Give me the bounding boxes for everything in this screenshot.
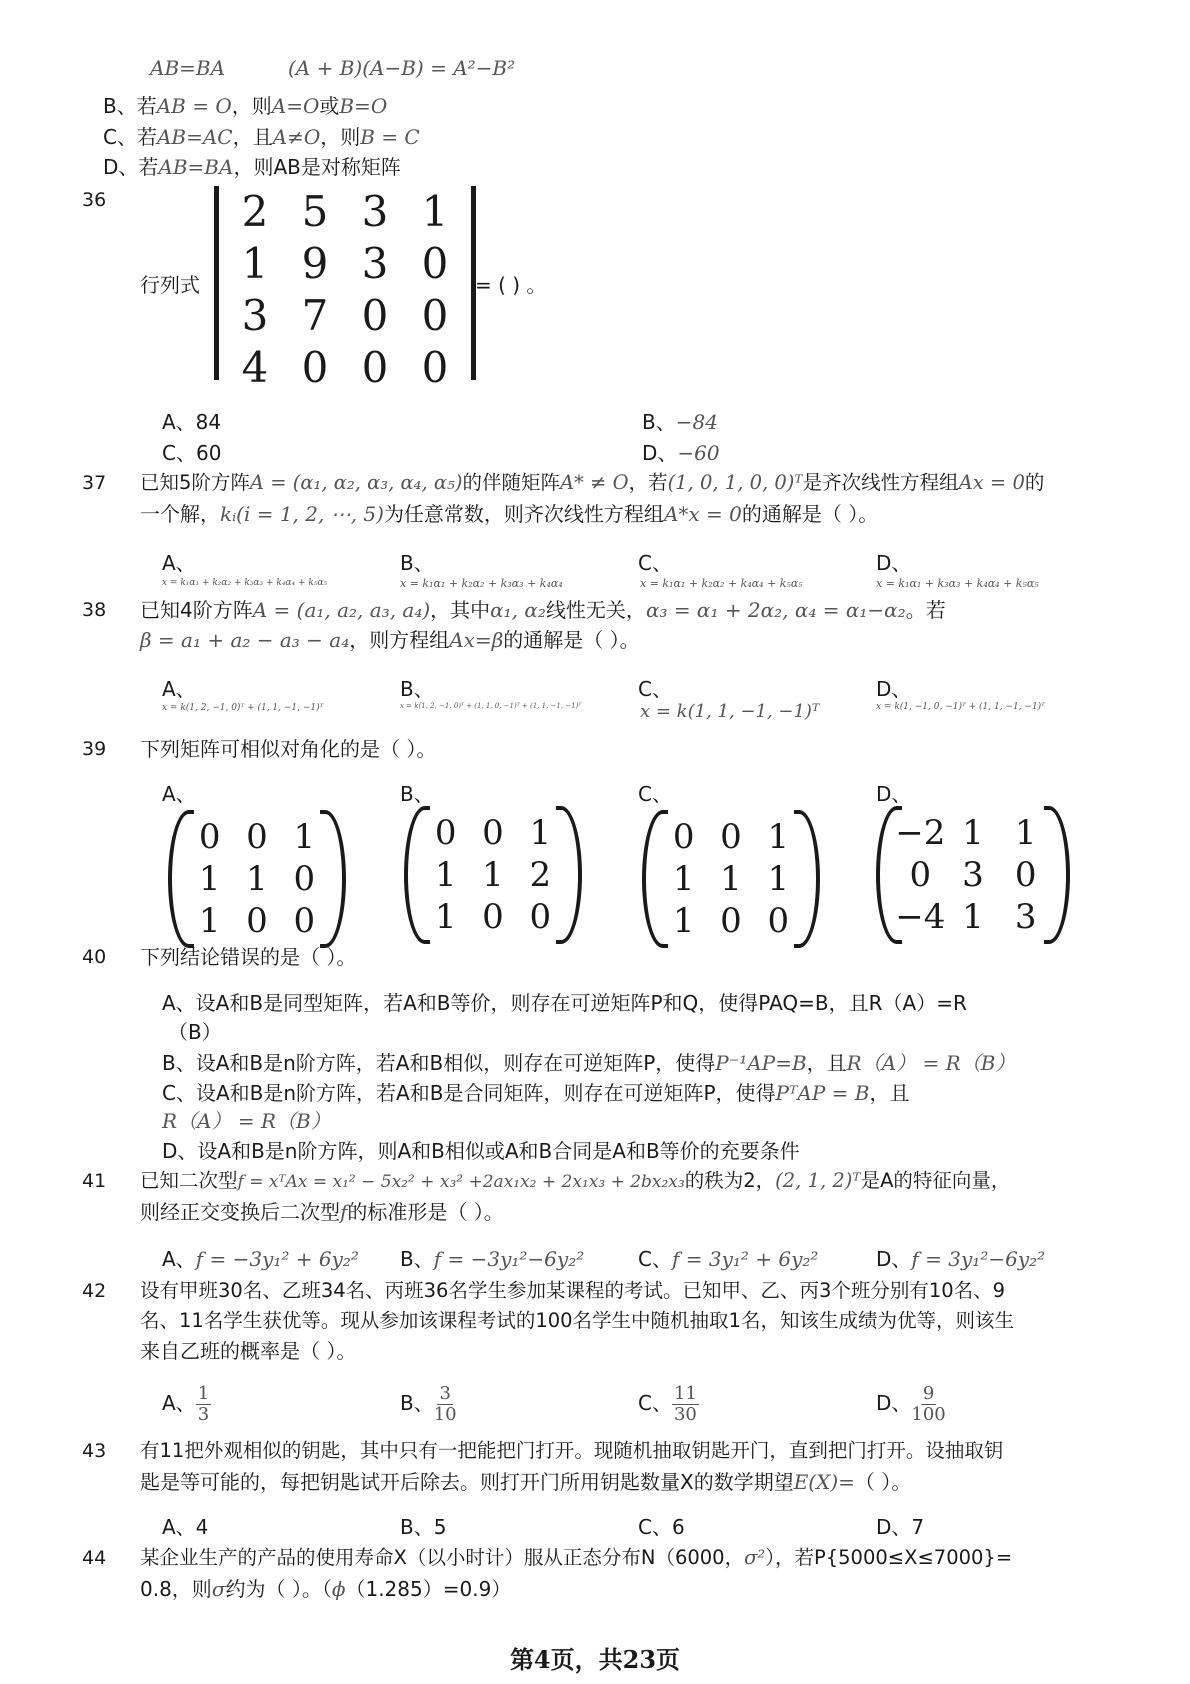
q37-math: kᵢ(i = 1, 2, ⋯, 5) [220, 502, 384, 526]
q35-c-math1: AB=AC [156, 125, 233, 149]
q36-determinant [214, 186, 476, 392]
q36-option-a: A、84 [162, 410, 222, 434]
q37-option-c: C、 [638, 551, 672, 575]
det-cell: 3 [241, 291, 269, 340]
q37-text: 的通解是（ ）。 [741, 502, 879, 526]
q37-text: ，若 [628, 471, 668, 494]
q38-option-b: B、 [400, 677, 434, 701]
matrix-cell: 1 [434, 897, 457, 937]
matrix-cell: 1 [482, 855, 504, 895]
top-fragment-left: AB=BA [150, 56, 226, 80]
q40-text: ，且 [869, 1081, 910, 1105]
q42-c-label: C、 [638, 1391, 672, 1415]
matrix-cell: 1 [1014, 813, 1037, 853]
det-cell: 7 [301, 291, 329, 340]
q37-option-d-math: x = k₁α₁ + k₃α₃ + k₄α₄ + k₅α₅ [876, 577, 1039, 590]
q38-stem-line1 [140, 597, 946, 623]
q37-number: 37 [82, 472, 107, 494]
q38-option-b-math: x = k(1, 2, −1, 0)ᵀ + (1, 1, 0, −1)ᵀ + (1, 1, −1, −1)ᵀ [400, 702, 582, 710]
q40-option-a: A、设A和B是同型矩阵，若A和B等价，则存在可逆矩阵P和Q，使得PAQ=B，且R（A）=R [162, 991, 967, 1015]
q43-number: 43 [82, 1440, 107, 1462]
q37-math: Ax = 0 [958, 471, 1025, 494]
q35-d-math: AB=BA [158, 155, 234, 179]
q38-math: Ax=β [449, 628, 504, 652]
denominator: 30 [673, 1404, 697, 1425]
q39-option-d: D、 [876, 782, 912, 806]
q38-option-c: C、 [638, 677, 672, 701]
det-cell: 4 [241, 343, 269, 392]
matrix-cell: 1 [529, 813, 552, 853]
q44-text: 某企业生产的产品的使用寿命X（以小时计）服从正态分布N（6000， [140, 1546, 745, 1569]
det-cell: 9 [301, 239, 329, 288]
q43-stem-line2 [140, 1469, 911, 1495]
numerator: 11 [673, 1383, 697, 1404]
q39-option-a: A、 [162, 782, 196, 806]
det-cell: 3 [361, 239, 389, 288]
q37-math: (1, 0, 1, 0, 0)ᵀ [667, 471, 803, 494]
q41-c-label: C、 [638, 1247, 672, 1271]
q44-math: ϕ [331, 1577, 346, 1601]
matrix-cell: 1 [672, 901, 695, 941]
matrix-cell: 0 [434, 813, 457, 853]
q37-text: 一个解， [140, 502, 220, 526]
q40-option-b [162, 1050, 1015, 1076]
q41-d-math: f = 3y₁²−6y₂² [911, 1247, 1046, 1271]
q38-option-d: D、 [876, 677, 912, 701]
matrix-cell: 1 [672, 859, 695, 899]
q40-number: 40 [82, 946, 107, 968]
q38-math: β = a₁ + a₂ − a₃ − a₄ [140, 628, 350, 652]
q40-option-a-cont: （B） [168, 1020, 222, 1044]
q37-text: 的 [1024, 471, 1045, 494]
q35-b-mid1: ，则 [231, 94, 272, 118]
q40-option-d: D、设A和B是n阶方阵，则A和B相似或A和B合同是A和B等价的充要条件 [162, 1139, 800, 1163]
matrix-cell: 0 [198, 817, 221, 857]
numerator: 3 [439, 1383, 451, 1404]
q35-c-mid1: ，且 [232, 125, 273, 149]
q38-math: α₃ = α₁ + 2α₂, α₄ = α₁−α₂ [645, 598, 906, 622]
q42-option-b [400, 1384, 457, 1425]
q36-b-label: B、 [642, 410, 676, 434]
q42-option-c [638, 1384, 699, 1425]
q41-option-a [162, 1246, 359, 1272]
det-cell: 0 [361, 343, 389, 392]
q37-option-b: B、 [400, 551, 434, 575]
matrix-cell: 0 [767, 901, 790, 941]
matrix-cell: 1 [434, 855, 457, 895]
q42-option-d [876, 1384, 946, 1425]
matrix-cell: 3 [962, 855, 984, 895]
numerator: 1 [197, 1383, 210, 1404]
q41-text: 的秩为2， [684, 1169, 776, 1192]
q44-number: 44 [82, 1547, 107, 1569]
q37-text: 是齐次线性方程组 [802, 471, 959, 494]
q43-option-a: A、4 [162, 1515, 209, 1539]
q44-text: ），若P{5000≤X≤7000}= [765, 1546, 1013, 1569]
matrix-cell: 2 [529, 855, 552, 895]
q36-option-b [642, 409, 718, 435]
q40-text: B、设A和B是n阶方阵，若A和B相似，则存在可逆矩阵P，使得 [162, 1051, 716, 1075]
q37-stem-line1 [140, 470, 1044, 496]
q42-b-label: B、 [400, 1391, 434, 1415]
q37-option-b-math: x = k₁α₁ + k₂α₂ + k₃α₃ + k₄α₄ [400, 577, 563, 590]
matrix-cell: 1 [767, 817, 790, 857]
q40-math: P⁻¹AP=B [715, 1051, 807, 1075]
q37-math: A = (α₁, α₂, α₃, α₄, α₅) [249, 471, 463, 494]
q41-text: 则经正交变换后二次型 [140, 1200, 340, 1224]
q40-option-c [162, 1080, 909, 1106]
det-cell: 0 [421, 239, 449, 288]
q38-number: 38 [82, 599, 107, 621]
q43-option-b: B、5 [400, 1515, 447, 1539]
q35-c-prefix: C、若 [103, 125, 157, 149]
q41-text: 是A的特征向量， [860, 1169, 1011, 1192]
q36-d-math: −60 [677, 441, 720, 465]
det-cell: 1 [421, 187, 449, 236]
q39-stem: 下列矩阵可相似对角化的是（ ）。 [140, 737, 437, 761]
q35-option-c [103, 124, 420, 150]
matrix-cell: 1 [198, 901, 221, 941]
q41-a-label: A、 [162, 1247, 196, 1271]
q35-c-math3: B = C [360, 125, 420, 149]
det-cell: 1 [241, 239, 269, 288]
q41-option-b [400, 1246, 584, 1272]
q43-text: 匙是等可能的，每把钥匙试开后除去。则打开门所用钥匙数量X的数学期望 [140, 1470, 794, 1494]
q37-option-d: D、 [876, 551, 912, 575]
q38-text: 的通解是（ ）。 [503, 628, 640, 652]
q39-matrix-a [168, 816, 346, 942]
q39-option-c: C、 [638, 782, 672, 806]
q38-text: 。若 [905, 598, 946, 622]
q41-stem-line2 [140, 1199, 504, 1225]
q35-d-suffix: ，则AB是对称矩阵 [233, 155, 401, 179]
q44-text: 0.8，则 [140, 1577, 212, 1601]
q40-text: ，且 [806, 1051, 847, 1075]
matrix-cell: 0 [529, 897, 552, 937]
det-cell: 0 [301, 343, 329, 392]
q43-math: E(X)= [793, 1470, 855, 1494]
q38-option-d-math: x = k(1, −1, 0, −1)ᵀ + (1, 1, −1, −1)ᵀ [876, 702, 1045, 712]
matrix-cell: −2 [895, 813, 946, 853]
q43-text: （ ）。 [854, 1470, 912, 1494]
q39-matrix-b [404, 812, 582, 938]
matrix-cell: 0 [672, 817, 695, 857]
det-cell: 2 [241, 187, 269, 236]
matrix-cell: 0 [720, 817, 742, 857]
q41-c-math: f = 3y₁² + 6y₂² [671, 1247, 819, 1271]
q36-number: 36 [82, 189, 107, 211]
denominator: 3 [197, 1404, 210, 1425]
q41-number: 41 [82, 1170, 107, 1192]
top-fragment-right: (A + B)(A−B) = A²−B² [288, 56, 516, 80]
q41-text: 的标准形是（ ）。 [347, 1200, 504, 1224]
q35-b-math3: B=O [339, 94, 388, 118]
matrix-cell: 3 [1014, 897, 1037, 937]
q39-matrix-c [642, 816, 820, 942]
q44-math: σ² [744, 1546, 766, 1569]
matrix-cell: 0 [482, 897, 504, 937]
matrix-cell: 1 [962, 897, 984, 937]
q37-option-a-math: x = k₁α₁ + k₂α₂ + k₃α₃ + k₄α₄ + k₅α₅ [162, 578, 328, 588]
q38-text: 线性无关， [545, 598, 646, 622]
denominator: 100 [911, 1404, 946, 1425]
matrix-cell: 0 [482, 813, 504, 853]
q36-b-math: −84 [675, 410, 718, 434]
q39-option-b: B、 [400, 782, 434, 806]
q35-b-math1: AB = O [156, 94, 232, 118]
q38-text: 已知4阶方阵 [140, 598, 253, 622]
det-cell: 0 [421, 291, 449, 340]
q35-c-math2: A≠O [272, 125, 321, 149]
q42-a-fraction [196, 1384, 211, 1425]
q42-stem-line1: 设有甲班30名、乙班34名、丙班36名学生参加某课程的考试。已知甲、乙、丙3个班分别有10名、9 [140, 1279, 1006, 1302]
q35-b-mid2: 或 [319, 94, 340, 118]
q40-text: C、设A和B是n阶方阵，若A和B是合同矩阵，则存在可逆矩阵P，使得 [162, 1081, 776, 1105]
q40-math: R（A） = R（B） [846, 1051, 1016, 1075]
matrix-cell: 1 [962, 813, 984, 853]
q42-d-label: D、 [876, 1391, 912, 1415]
q40-stem: 下列结论错误的是（ ）。 [140, 945, 357, 969]
q42-a-label: A、 [162, 1391, 196, 1415]
matrix-cell: −4 [895, 897, 946, 937]
q44-text: （1.285）=0.9） [345, 1577, 512, 1601]
q40-option-c-cont: R（A） = R（B） [162, 1109, 331, 1133]
matrix-cell: 0 [1014, 855, 1037, 895]
matrix-cell: 0 [246, 901, 268, 941]
q38-math: A = (a₁, a₂, a₃, a₄) [252, 598, 431, 622]
matrix-cell: 1 [293, 817, 316, 857]
q39-number: 39 [82, 738, 107, 760]
matrix-cell: 0 [293, 859, 316, 899]
q37-text: 的伴随矩阵 [462, 471, 560, 494]
q35-d-prefix: D、若 [103, 155, 159, 179]
q41-option-c [638, 1246, 818, 1272]
q40-math: PᵀAP = B [775, 1081, 870, 1105]
q37-math: A* ≠ O [560, 471, 629, 494]
q44-stem-line2 [140, 1576, 511, 1602]
q38-option-a: A、 [162, 677, 196, 701]
det-cell: 5 [301, 187, 329, 236]
q35-option-d [103, 154, 401, 180]
q36-option-d [642, 440, 720, 466]
q44-stem-line1 [140, 1545, 1012, 1571]
q35-b-math2: A=O [271, 94, 320, 118]
matrix-cell: 0 [293, 901, 316, 941]
q42-b-fraction [434, 1384, 457, 1425]
q39-matrix-d [876, 812, 1070, 938]
matrix-cell: 0 [909, 855, 932, 895]
q37-text: 已知5阶方阵 [140, 471, 250, 494]
q37-option-c-math: x = k₁α₁ + k₂α₂ + k₄α₄ + k₅α₅ [640, 577, 803, 590]
q42-stem-line2: 名、11名学生获优等。现从参加该课程考试的100名学生中随机抽取1名，知该生成绩为优等，则该生 [140, 1309, 1014, 1332]
q41-b-math: f = −3y₁²−6y₂² [433, 1247, 585, 1271]
page-footer: 第4页，共23页 [509, 1645, 681, 1674]
q41-math: (2, 1, 2)ᵀ [775, 1169, 861, 1192]
q41-math: f = xᵀAx = x₁² − 5x₂² + x₃² +2ax₁x₂ + 2x₁x₃ + 2bx₂x₃ [237, 1172, 685, 1192]
q35-c-mid2: ，则 [320, 125, 361, 149]
q41-b-label: B、 [400, 1247, 434, 1271]
q42-c-fraction [672, 1384, 699, 1425]
q37-option-a: A、 [162, 551, 196, 575]
q38-option-a-math: x = k(1, 2, −1, 0)ᵀ + (1, 1, −1, −1)ᵀ [162, 703, 324, 713]
q37-text: 为任意常数，则齐次线性方程组 [383, 502, 664, 526]
q38-text: ，其中 [430, 598, 491, 622]
q44-math: σ [211, 1577, 226, 1601]
matrix-cell: 0 [720, 901, 742, 941]
matrix-cell: 1 [767, 859, 790, 899]
q36-after: = ( ) 。 [475, 273, 547, 297]
numerator: 9 [922, 1383, 935, 1404]
q38-stem-line2 [140, 627, 640, 653]
q36-d-label: D、 [642, 441, 678, 465]
matrix-cell: 1 [246, 859, 268, 899]
q41-option-d [876, 1246, 1045, 1272]
matrix-cell: 0 [246, 817, 268, 857]
q41-text: 已知二次型 [140, 1169, 238, 1192]
det-cell: 3 [361, 187, 389, 236]
q41-a-math: f = −3y₁² + 6y₂² [195, 1247, 359, 1271]
q36-label: 行列式 [140, 273, 200, 297]
q43-option-c: C、6 [638, 1515, 685, 1539]
q43-option-d: D、7 [876, 1515, 925, 1539]
q42-option-a [162, 1384, 211, 1425]
matrix-cell: 1 [198, 859, 221, 899]
q44-text: 约为（ ）。（ [225, 1577, 332, 1601]
det-cell: 0 [421, 343, 449, 392]
q41-math: f [340, 1200, 348, 1224]
q38-text: ，则方程组 [349, 628, 450, 652]
q42-stem-line3: 来自乙班的概率是（ ）。 [140, 1339, 357, 1363]
q36-option-c: C、60 [162, 441, 222, 465]
q38-option-c-math: x = k(1, 1, −1, −1)ᵀ [640, 701, 820, 722]
det-cell: 0 [361, 291, 389, 340]
q41-d-label: D、 [876, 1247, 912, 1271]
q43-stem-line1: 有11把外观相似的钥匙，其中只有一把能把门打开。现随机抽取钥匙开门，直到把门打开。设抽取钥 [140, 1439, 1004, 1462]
q35-b-prefix: B、若 [103, 94, 157, 118]
q38-math: α₁, α₂ [490, 598, 546, 622]
q37-stem-line2 [140, 501, 878, 527]
q42-d-fraction [911, 1384, 945, 1425]
q37-math: A*x = 0 [663, 502, 742, 526]
q41-stem-line1 [140, 1168, 1010, 1195]
q35-option-b [103, 93, 387, 119]
matrix-cell: 1 [720, 859, 742, 899]
q42-number: 42 [82, 1280, 107, 1302]
denominator: 10 [433, 1404, 457, 1425]
